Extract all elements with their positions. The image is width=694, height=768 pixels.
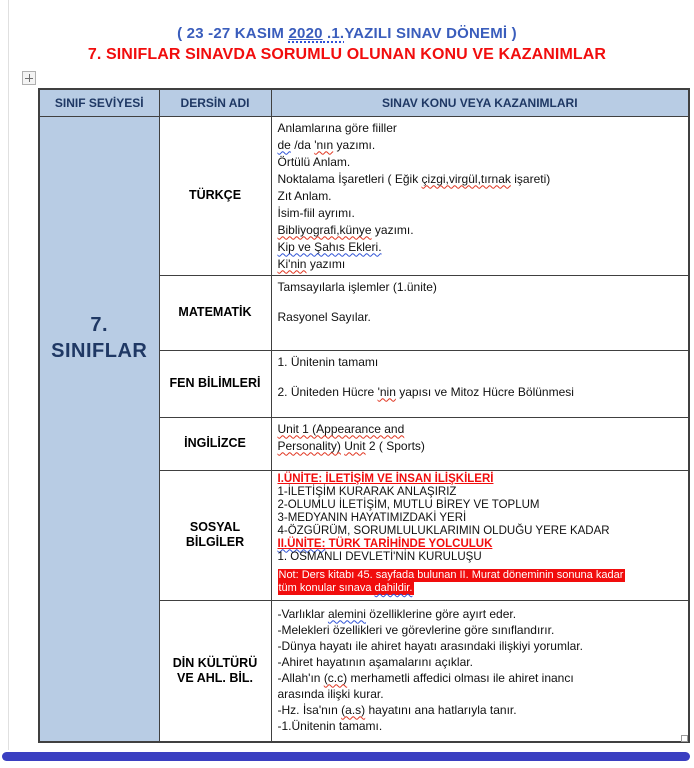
topic-line	[278, 239, 683, 256]
text-segment: Ki'nin	[277, 256, 307, 271]
page-title[interactable]: 7. SINIFLAR SINAVDA SORUMLU OLUNAN KONU VE KAZANIMLAR	[87, 46, 607, 63]
topic-line	[278, 354, 683, 371]
topic-line	[278, 670, 683, 686]
text-segment: de	[277, 137, 291, 152]
highlighted-note-line	[278, 582, 683, 596]
subject-name: VE AHL. BİL.	[177, 670, 253, 685]
content-cell[interactable]	[271, 350, 689, 417]
topic-line	[278, 137, 683, 154]
text-segment: merhametli affedici olması ile ahiret inancı	[347, 670, 574, 685]
table-row	[39, 116, 689, 275]
text-segment: hayatını ana hatlarıyla tanır.	[365, 702, 517, 717]
note-highlight	[278, 582, 415, 595]
text-segment: -Melekleri özellikleri ve görevlerine göre sınıflandırır.	[277, 622, 555, 637]
topic-line	[278, 171, 683, 188]
topic-line	[278, 256, 683, 273]
topic-line	[278, 702, 683, 718]
topic-line	[278, 222, 683, 239]
text-segment: tüm konular sınava	[278, 582, 375, 594]
text-segment: 2020	[288, 25, 323, 42]
topic-line	[278, 622, 683, 638]
line-spacer	[278, 296, 683, 309]
text-segment: YAZILI SINAV DÖNEMİ )	[344, 25, 517, 42]
highlighted-note-line	[278, 569, 683, 583]
text-segment: 2 ( Sports)	[365, 438, 425, 453]
text-segment: dahildir.	[374, 582, 413, 594]
text-segment: Bibliyografi,künye	[277, 222, 372, 237]
table-move-handle-icon[interactable]	[22, 71, 36, 85]
topic-line	[278, 486, 683, 499]
text-segment: -Varlıklar	[277, 606, 328, 621]
topic-line	[278, 309, 683, 326]
subject-name: MATEMATİK	[178, 305, 252, 319]
text-segment: 'nın	[314, 137, 334, 152]
subject-cell[interactable]	[159, 275, 271, 350]
text-segment: I.ÜNİTE: İLETİŞİM VE İNSAN İLİŞKİLERİ	[277, 472, 494, 485]
text-segment: TÜRK TARİHİNDE YOLCULUK	[325, 537, 493, 550]
text-segment: -Ahiret hayatının aşamalarını açıklar.	[277, 654, 473, 669]
note-highlight	[278, 569, 626, 582]
text-segment: yazımı.	[333, 137, 376, 152]
subject-cell[interactable]	[159, 116, 271, 275]
subject-name: SOSYAL	[189, 520, 241, 534]
topic-line	[278, 188, 683, 205]
text-segment: -Allah'ın	[277, 670, 324, 685]
text-segment: -1.Ünitenin tamamı.	[277, 718, 383, 733]
topic-line	[278, 606, 683, 622]
text-segment: yapısı ve Mitoz Hücre Bölünmesi	[395, 384, 574, 399]
topic-line	[278, 551, 683, 564]
text-segment: Örtülü Anlam.	[277, 154, 351, 169]
text-segment: -Dünya hayatı ile ahiret hayatı arasındaki ilişkiyi yorumlar.	[277, 638, 583, 653]
text-segment: Unit	[344, 438, 366, 453]
text-segment: Tamsayılarla işlemler (1.ünite)	[277, 279, 437, 294]
column-header-class-level[interactable]: SINIF SEVİYESİ	[39, 89, 159, 116]
text-segment: İsim-fiil ayrımı.	[277, 205, 355, 220]
subject-cell[interactable]	[159, 600, 271, 742]
topic-line	[278, 654, 683, 670]
text-segment: 2. Üniteden Hücre	[277, 384, 378, 399]
text-segment: (c.c)	[323, 670, 348, 685]
topic-line	[278, 120, 683, 137]
text-segment: Unit 1 (Appearance and	[277, 421, 405, 436]
text-segment: (a.s)	[341, 702, 366, 717]
text-segment: Noktalama İşaretleri ( Eğik	[277, 171, 422, 186]
text-segment: .1.	[322, 25, 345, 42]
text-segment: Rasyonel Sayılar.	[277, 309, 371, 324]
text-segment: çizgi,virgül,tırnak	[421, 171, 511, 186]
text-segment: 4-ÖZGÜRÜM, SORUMLULUKLARIMIN OLDUĞU YERE KADAR	[277, 524, 610, 537]
text-segment: -Hz. İsa'nın	[277, 702, 342, 717]
document-header	[0, 25, 694, 64]
topic-line	[278, 512, 683, 525]
text-segment: 1. OSMANLI DEVLETİ'NİN KURULUŞU	[277, 550, 482, 563]
content-cell[interactable]	[271, 275, 689, 350]
topic-line	[278, 525, 683, 538]
class-level-text: SINIFLAR	[51, 339, 148, 362]
text-segment: arasında ilişki kurar.	[277, 686, 384, 701]
content-cell[interactable]	[271, 417, 689, 470]
unit-heading-line	[278, 473, 683, 486]
subject-name: TÜRKÇE	[188, 188, 242, 202]
table-resize-handle[interactable]	[681, 735, 688, 742]
subject-cell[interactable]	[159, 350, 271, 417]
unit-heading-line	[278, 538, 683, 551]
content-cell[interactable]	[271, 470, 689, 600]
topic-line	[278, 718, 683, 734]
column-header-subject[interactable]: DERSİN ADI	[159, 89, 271, 116]
topic-line	[278, 421, 683, 438]
text-segment: yazımı	[306, 256, 346, 271]
text-segment: işareti)	[510, 171, 551, 186]
content-cell[interactable]	[271, 600, 689, 742]
table-header-row	[39, 89, 689, 116]
bottom-divider-bar	[2, 752, 690, 761]
text-segment: 3-MEDYANIN HAYATIMIZDAKİ YERİ	[277, 511, 467, 524]
subject-name: FEN BİLİMLERİ	[169, 376, 261, 390]
topic-line	[278, 499, 683, 512]
topic-line	[278, 279, 683, 296]
topic-line	[278, 638, 683, 654]
content-cell[interactable]	[271, 116, 689, 275]
text-segment: 1-İLETİŞİM KURARAK ANLAŞIRIZ	[277, 485, 457, 498]
text-segment: alemini	[327, 606, 366, 621]
text-segment: Kip ve Şahıs Ekleri.	[277, 239, 382, 254]
topic-line	[278, 154, 683, 171]
class-level-text: 7.	[90, 313, 109, 336]
text-segment: Personality)	[277, 438, 341, 453]
date-range-title[interactable]	[0, 25, 694, 42]
column-header-topics[interactable]: SINAV KONU VEYA KAZANIMLARI	[271, 89, 689, 116]
text-segment: Zıt Anlam.	[277, 188, 332, 203]
subject-name: DİN KÜLTÜRÜ	[172, 655, 258, 670]
text-segment: 2-OLUMLU İLETİŞİM, MUTLU BİREY VE TOPLUM	[277, 498, 540, 511]
subject-cell[interactable]	[159, 470, 271, 600]
text-segment: 1. Ünitenin tamamı	[277, 354, 379, 369]
subject-cell[interactable]	[159, 417, 271, 470]
text-segment: Not: Ders kitabı 45. sayfada bulunan II. Murat döneminin sonuna kadar	[278, 568, 624, 581]
text-segment: yazımı.	[371, 222, 414, 237]
page-margin-line	[8, 0, 9, 750]
line-spacer	[278, 371, 683, 384]
class-level-cell[interactable]	[39, 116, 159, 742]
topic-line	[278, 205, 683, 222]
subject-name: İNGİLİZCE	[184, 436, 246, 450]
topic-line	[278, 438, 683, 455]
text-segment: Anlamlarına göre fiiller	[277, 120, 397, 135]
subject-name: BİLGİLER	[185, 535, 245, 549]
topic-line	[278, 686, 683, 702]
text-segment: 'nin	[377, 384, 396, 399]
text-segment: ( 23 -27 KASIM	[177, 25, 289, 42]
exam-topics-table	[38, 88, 690, 743]
text-segment: /da	[290, 137, 315, 152]
topic-line	[278, 384, 683, 401]
text-segment: özelliklerine göre ayırt eder.	[365, 606, 517, 621]
text-segment: II.ÜNİTE:	[277, 537, 326, 550]
